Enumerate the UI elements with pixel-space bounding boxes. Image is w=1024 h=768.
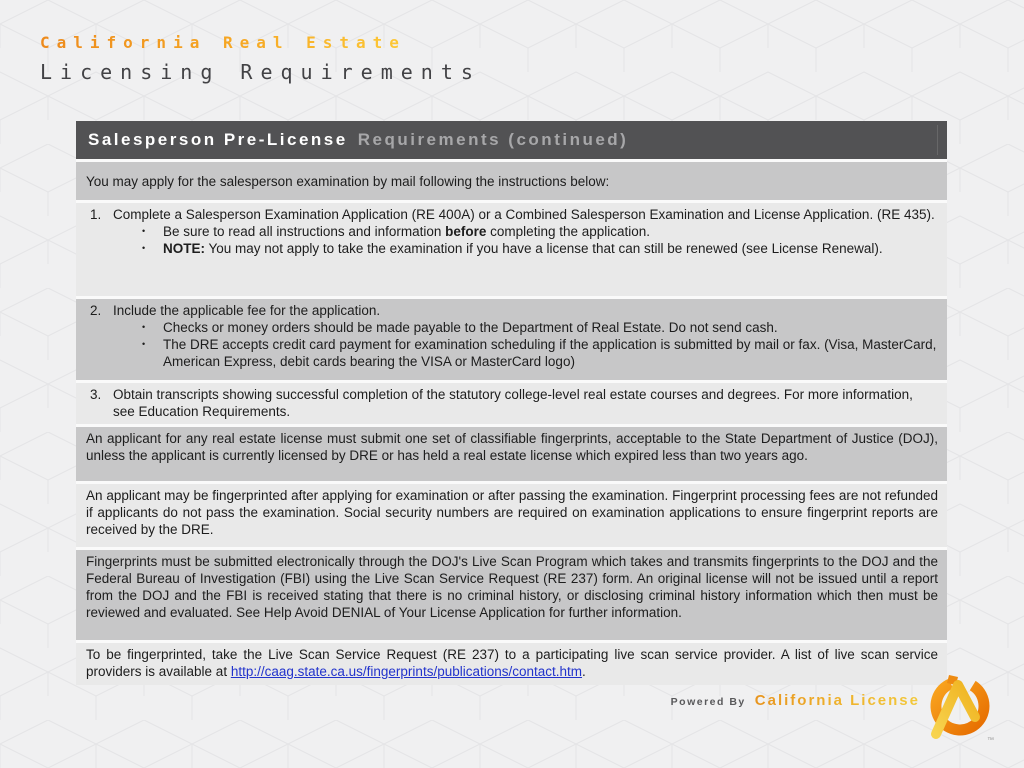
- row-intro: [76, 162, 947, 200]
- row-paragraph-fingerprint-requirement: [76, 427, 947, 481]
- bullet: [142, 336, 938, 370]
- california-license-logo: [924, 672, 996, 746]
- row-item-1: [76, 203, 947, 296]
- powered-by-label: Powered By: [670, 696, 746, 708]
- paragraph-text-pre: To be fingerprinted, take the Live Scan Service Request (RE 237) to a participating live scan service provider. A list of live scan service providers is available at: [86, 647, 938, 679]
- item-1-bullets: [142, 223, 938, 257]
- bullet-text-bold: NOTE:: [163, 241, 205, 256]
- table-header: [76, 121, 947, 159]
- contact-list-link[interactable]: http://caag.state.ca.us/fingerprints/publications/contact.htm: [230, 664, 583, 679]
- paragraph-text-post: .: [582, 664, 586, 679]
- bullet: [142, 223, 938, 240]
- bullet-text: [163, 223, 938, 240]
- row-item-2: [76, 299, 947, 380]
- powered-by: [671, 692, 920, 709]
- item-2-bullets: [142, 319, 938, 370]
- table-header-strong: Salesperson Pre-License: [88, 130, 348, 149]
- row-paragraph-provider-list: [76, 643, 947, 685]
- item-1-number: 1.: [90, 207, 102, 222]
- row-item-3: [76, 383, 947, 424]
- slide-title: Licensing Requirements: [40, 60, 481, 84]
- table-header-rest: Requirements (continued): [357, 130, 629, 149]
- item-3-number: 3.: [90, 387, 102, 402]
- row-paragraph-live-scan: [76, 550, 947, 640]
- slide-suptitle: California Real Estate: [40, 33, 406, 52]
- trademark-symbol: ™: [987, 737, 994, 744]
- item-2-number: 2.: [90, 303, 102, 318]
- bullet-dot: •: [142, 243, 146, 253]
- bullet: [142, 240, 938, 257]
- item-2-text: Include the applicable fee for the application.: [113, 303, 381, 318]
- bullet-dot: •: [142, 339, 146, 349]
- bullet-text: [163, 240, 938, 257]
- brand-name: California License: [754, 692, 920, 709]
- paragraph-text: An applicant may be fingerprinted after applying for examination or after passing the examination. Fingerprint processing fees are not refunded if applicants do not pass the examination. Social security numbers are required on examination applications to ensure fingerprint reports are received by the DRE.: [86, 488, 938, 537]
- paragraph-text: Fingerprints must be submitted electronically through the DOJ's Live Scan Program which takes and transmits fingerprints to the DOJ and the Federal Bureau of Investigation (FBI) using the Live Scan Service Request (RE 237) form. An original license will not be issued until a report from the DOJ and the FBI is received stating that there is no criminal history, or disclosing criminal history information which then must be reviewed and evaluated. See Help Avoid DENIAL of Your License Application for further information.: [86, 554, 938, 620]
- bullet-text-post: You may not apply to take the examination if you have a license that can still be renewed (see License Renewal).: [205, 241, 883, 256]
- bullet-dot: •: [142, 226, 146, 236]
- bullet-text: Checks or money orders should be made payable to the Department of Real Estate. Do not send cash.: [163, 320, 778, 335]
- table-header-divider: [937, 125, 938, 155]
- bullet-text-pre: Be sure to read all instructions and information: [163, 224, 446, 239]
- paragraph-text: An applicant for any real estate license must submit one set of classifiable fingerprints, acceptable to the State Department of Justice (DOJ), unless the applicant is currently licensed by DRE or has held a real estate license which expired less than two years ago.: [86, 431, 938, 463]
- item-3-text: Obtain transcripts showing successful completion of the statutory college-level real estate courses and degrees. For more information, see Education Requirements.: [113, 387, 913, 419]
- item-1-text: Complete a Salesperson Examination Application (RE 400A) or a Combined Salesperson Examination and License Application. (RE 435).: [113, 207, 935, 222]
- row-paragraph-fingerprint-timing: [76, 484, 947, 547]
- requirements-table: [76, 121, 947, 685]
- bullet: [142, 319, 938, 336]
- bullet-text: The DRE accepts credit card payment for examination scheduling if the application is submitted by mail or fax. (Visa, MasterCard, American Express, debit cards bearing the VISA or MasterCard logo): [163, 337, 937, 369]
- bullet-text-bold: before: [445, 224, 487, 239]
- bullet-text-post: completing the application.: [486, 224, 651, 239]
- bullet-dot: •: [142, 322, 146, 332]
- intro-text: You may apply for the salesperson examination by mail following the instructions below:: [86, 173, 610, 189]
